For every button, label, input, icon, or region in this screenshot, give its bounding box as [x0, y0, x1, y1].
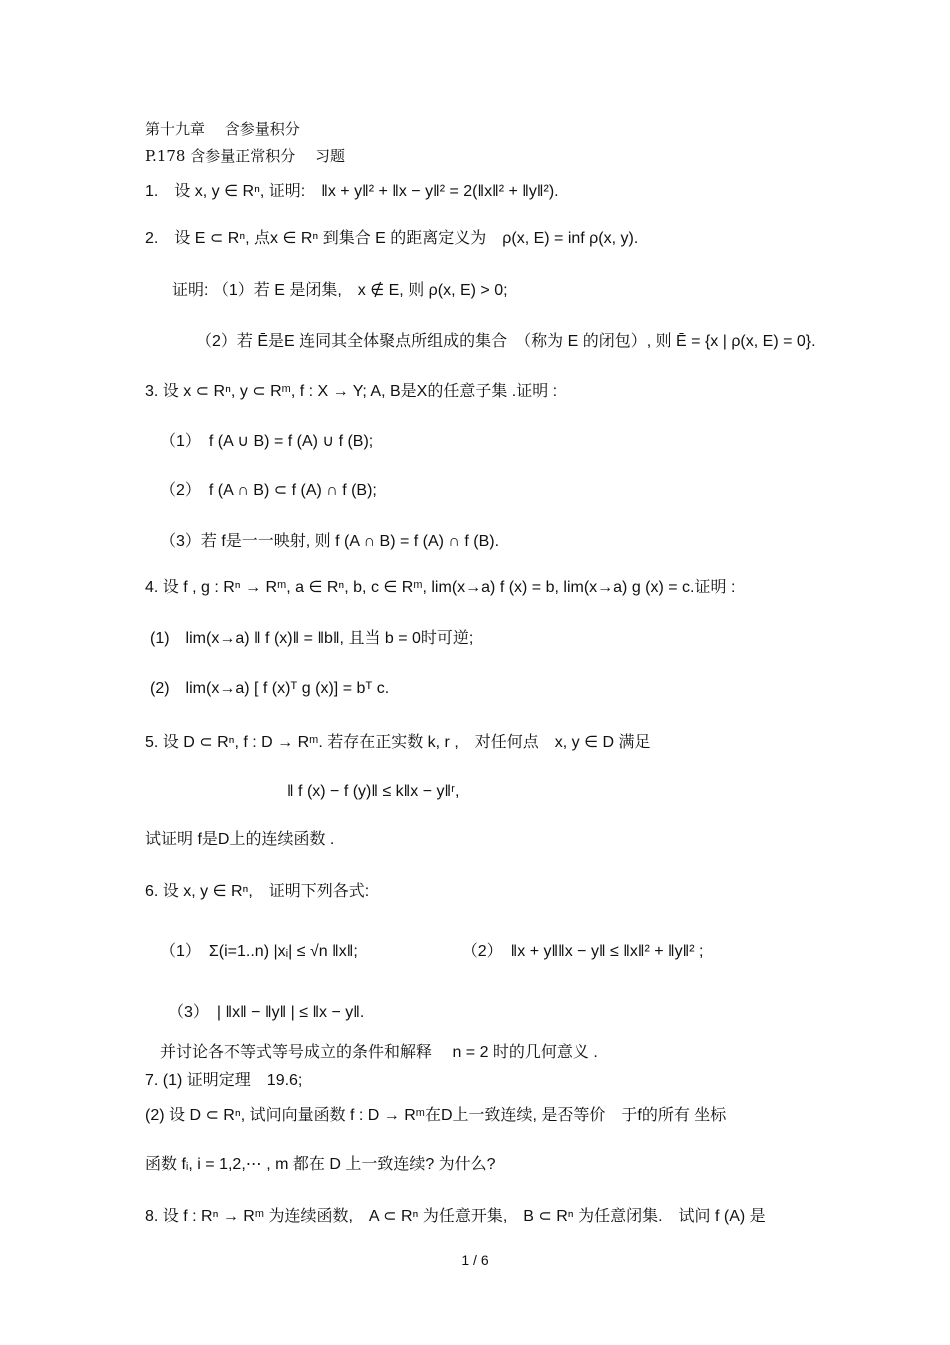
exercise-6-part-3: （3） | ‖x‖ − ‖y‖ | ≤ ‖x − y‖. — [168, 1004, 365, 1021]
page-number: 1 / 6 — [461, 1252, 489, 1268]
exercise-4-part-2: (2) lim(x→a) [ f (x)ᵀ g (x)] = bᵀ c. — [150, 680, 390, 697]
exercise-3-part-1: （1） f (A ∪ B) = f (A) ∪ f (B); — [160, 433, 374, 450]
exercise-4: 4. 设 f , g : Rⁿ → Rᵐ, a ∈ Rⁿ, b, c ∈ Rᵐ, lim(x→a) f (x) = b, lim(x→a) g (x) = c.证明 : — [145, 579, 736, 596]
exercise-6: 6. 设 x, y ∈ Rⁿ, 证明下列各式: — [145, 883, 370, 900]
exercise-2-part-2: （2）若 Ē是E 连同其全体聚点所组成的集合 （称为 E 的闭包）, 则 Ē = {x | ρ(x, E) = 0}. — [196, 333, 816, 350]
exercise-7-part-1: 7. (1) 证明定理 19.6; — [145, 1072, 303, 1089]
exercise-6-parts-1-2: （1） Σ(i=1..n) |xᵢ| ≤ √n ‖x‖; （2） ‖x + y‖‖x − y‖ ≤ ‖x‖² + ‖y‖² ; — [160, 943, 704, 960]
exercise-3-part-2: （2） f (A ∩ B) ⊂ f (A) ∩ f (B); — [160, 482, 377, 499]
exercise-8: 8. 设 f : Rⁿ → Rᵐ 为连续函数, A ⊂ Rⁿ 为任意开集, B ⊂ Rⁿ 为任意闭集. 试问 f (A) 是 — [145, 1208, 766, 1225]
chapter-title: 第十九章 含参量积分 — [145, 120, 300, 138]
exercise-3-part-3: （3）若 f是一一映射, 则 f (A ∩ B) = f (A) ∩ f (B). — [160, 533, 500, 550]
exercise-2-part-1: 证明: （1）若 E 是闭集, x ∉ E, 则 ρ(x, E) > 0; — [172, 282, 508, 299]
exercise-1: 1. 设 x, y ∈ Rⁿ, 证明: ‖x + y‖² + ‖x − y‖² = 2(‖x‖² + ‖y‖²). — [145, 183, 559, 200]
exercise-7-part-2: (2) 设 D ⊂ Rⁿ, 试问向量函数 f : D → Rᵐ在D上一致连续, 是否等价 于f的所有 坐标 — [145, 1107, 727, 1124]
exercise-5-claim: 试证明 f是D上的连续函数 . — [145, 831, 335, 848]
section-title: P.178 含参量正常积分 习题 — [145, 147, 345, 165]
exercise-2: 2. 设 E ⊂ Rⁿ, 点x ∈ Rⁿ 到集合 E 的距离定义为 ρ(x, E) = inf ρ(x, y). — [145, 230, 639, 247]
exercise-5-inequality: ‖ f (x) − f (y)‖ ≤ k‖x − y‖ʳ, — [287, 783, 460, 800]
exercise-5: 5. 设 D ⊂ Rⁿ, f : D → Rᵐ. 若存在正实数 k, r , 对任何点 x, y ∈ D 满足 — [145, 734, 651, 751]
exercise-7-part-2-cont: 函数 fᵢ, i = 1,2,⋯ , m 都在 D 上一致连续? 为什么? — [145, 1156, 496, 1173]
exercise-3: 3. 设 x ⊂ Rⁿ, y ⊂ Rᵐ, f : X → Y; A, B是X的任意子集 .证明 : — [145, 383, 558, 400]
exercise-6-discussion: 并讨论各不等式等号成立的条件和解释 n = 2 时的几何意义 . — [160, 1044, 598, 1061]
exercise-4-part-1: (1) lim(x→a) ‖ f (x)‖ = ‖b‖, 且当 b = 0时可逆; — [150, 630, 474, 647]
